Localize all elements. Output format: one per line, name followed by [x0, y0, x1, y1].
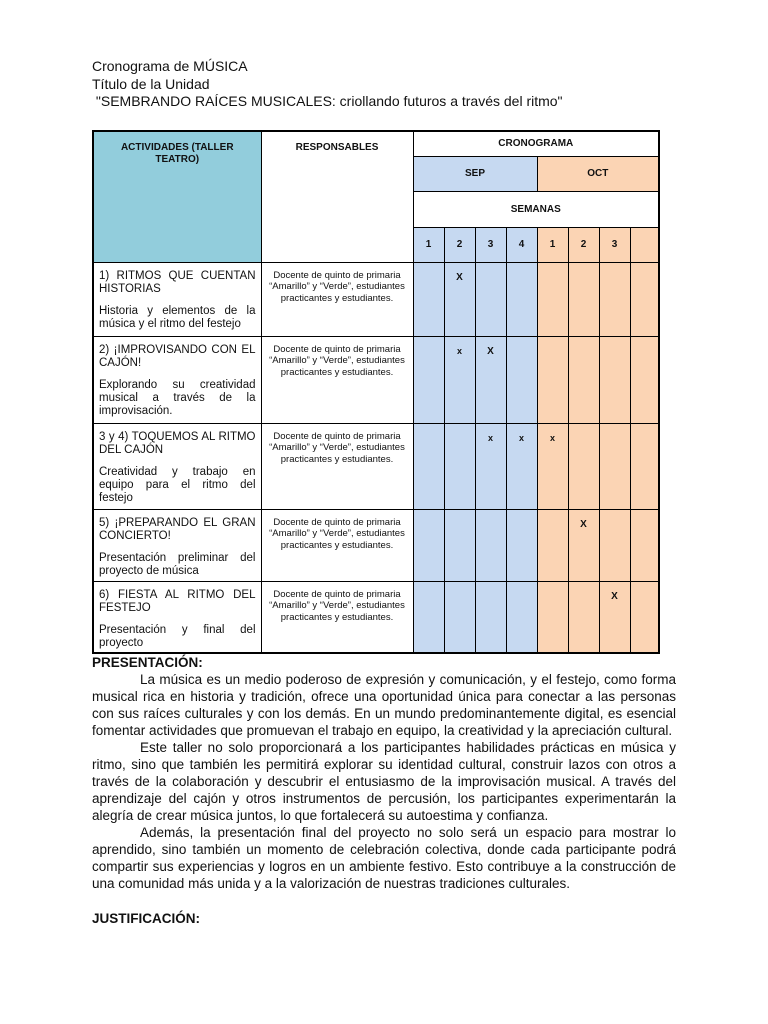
- week-mark: [444, 581, 475, 653]
- activity-cell: [93, 509, 261, 581]
- week-label: 2: [568, 227, 599, 262]
- activity-desc: Creatividad y trabajo en equipo para el ritmo del festejo: [99, 465, 256, 504]
- week-mark: [444, 509, 475, 581]
- activity-desc: Presentación y final del proyecto: [99, 623, 256, 649]
- responsables-cell: Docente de quinto de primaria “Amarillo” y “Verde”, estudiantes practicantes y estudiantes.: [261, 262, 413, 336]
- week-mark: [506, 581, 537, 653]
- week-mark: [444, 423, 475, 509]
- week-label: 1: [413, 227, 444, 262]
- document-body: [92, 654, 676, 927]
- week-mark: [537, 581, 568, 653]
- activity-desc: Explorando su creatividad musical a través de la improvisación.: [99, 378, 256, 417]
- paragraph: Este taller no solo proporcionará a los participantes habilidades prácticas en música y ritmo, sino que también les permitirá explorar su identidad cultural, construir lazos con otros a través de la colaboración y descubrir el entusiasmo de la improvisación musical. A través del aprendizaje del cajón y otros instrumentos de percusión, los participantes experimentarán la alegría de crear música juntos, lo que fortalecerá su autoestima y confianza.: [92, 740, 676, 823]
- activity-title: 5) ¡PREPARANDO EL GRAN CONCIERTO!: [99, 516, 256, 542]
- week-mark: [599, 423, 630, 509]
- table-row: [93, 509, 659, 581]
- week-mark: [506, 262, 537, 336]
- week-mark: x: [475, 423, 506, 509]
- week-mark: [568, 262, 599, 336]
- week-mark: [413, 423, 444, 509]
- week-mark: [568, 581, 599, 653]
- presentacion-heading: PRESENTACIÓN:: [92, 655, 203, 670]
- activity-cell: [93, 581, 261, 653]
- week-mark: x: [444, 336, 475, 423]
- week-label: 2: [444, 227, 475, 262]
- responsables-cell: Docente de quinto de primaria “Amarillo” y “Verde”, estudiantes practicantes y estudiantes.: [261, 423, 413, 509]
- justificacion-heading: JUSTIFICACIÓN:: [92, 911, 200, 926]
- week-mark: [413, 336, 444, 423]
- week-mark: x: [506, 423, 537, 509]
- paragraph: Además, la presentación final del proyecto no solo será un espacio para mostrar lo aprendido, sino también un momento de celebración colectiva, donde cada participante podrá compartir sus experiencias y logros en un ambiente festivo. Esto contribuye a la construcción de una comunidad más unida y a la valorización de nuestras tradiciones culturales.: [92, 825, 676, 891]
- doc-title: Cronograma de MÚSICA: [92, 58, 248, 74]
- unit-title: "SEMBRANDO RAÍCES MUSICALES: criollando futuros a través del ritmo": [92, 93, 563, 109]
- week-mark: [537, 336, 568, 423]
- week-label: 3: [599, 227, 630, 262]
- week-mark: [506, 336, 537, 423]
- week-mark: [537, 509, 568, 581]
- week-mark: [475, 509, 506, 581]
- activity-cell: [93, 262, 261, 336]
- week-mark: [413, 262, 444, 336]
- week-mark: [568, 336, 599, 423]
- week-label-empty: [630, 227, 659, 262]
- week-mark: [475, 581, 506, 653]
- header-activities: ACTIVIDADES (TALLER TEATRO): [93, 131, 261, 262]
- week-mark: [630, 262, 659, 336]
- activity-title: 3 y 4) TOQUEMOS AL RITMO DEL CAJÓN: [99, 430, 256, 456]
- table-row: [93, 262, 659, 336]
- activity-desc: Historia y elementos de la música y el ritmo del festejo: [99, 304, 256, 330]
- week-mark: [630, 423, 659, 509]
- header-semanas: SEMANAS: [413, 191, 659, 227]
- week-label: 3: [475, 227, 506, 262]
- table-row: [93, 336, 659, 423]
- week-mark: [599, 262, 630, 336]
- header-responsables: RESPONSABLES: [261, 131, 413, 262]
- week-mark: X: [599, 581, 630, 653]
- paragraph: La música es un medio poderoso de expresión y comunicación, y el festejo, como forma musical rica en historia y tradición, ofrece una oportunidad única para conectar a las personas con sus raíces culturales y con los demás. En un mundo predominantemente digital, es esencial fomentar actividades que promuevan el trabajo en equipo, la creatividad y la apreciación cultural.: [92, 672, 676, 738]
- week-mark: [630, 509, 659, 581]
- week-mark: [630, 581, 659, 653]
- activity-cell: [93, 423, 261, 509]
- activity-title: 6) FIESTA AL RITMO DEL FESTEJO: [99, 588, 256, 614]
- activity-desc: Presentación preliminar del proyecto de música: [99, 551, 256, 577]
- week-mark: [599, 336, 630, 423]
- week-mark: X: [444, 262, 475, 336]
- activity-cell: [93, 336, 261, 423]
- document-header: [92, 58, 563, 111]
- activity-title: 2) ¡IMPROVISANDO CON EL CAJÓN!: [99, 343, 256, 369]
- table-row: [93, 581, 659, 653]
- week-mark: [413, 509, 444, 581]
- week-label: 4: [506, 227, 537, 262]
- unit-label: Título de la Unidad: [92, 75, 210, 92]
- table-row: [93, 423, 659, 509]
- activity-title: 1) RITMOS QUE CUENTAN HISTORIAS: [99, 269, 256, 295]
- responsables-cell: Docente de quinto de primaria “Amarillo” y “Verde”, estudiantes practicantes y estudiantes.: [261, 509, 413, 581]
- week-mark: X: [568, 509, 599, 581]
- month-sep: SEP: [413, 156, 537, 191]
- header-cronograma: CRONOGRAMA: [413, 131, 659, 156]
- week-label: 1: [537, 227, 568, 262]
- responsables-cell: Docente de quinto de primaria “Amarillo” y “Verde”, estudiantes practicantes y estudiantes.: [261, 336, 413, 423]
- schedule-table: [92, 130, 660, 654]
- week-mark: [475, 262, 506, 336]
- week-mark: [506, 509, 537, 581]
- week-mark: [630, 336, 659, 423]
- month-oct: OCT: [537, 156, 659, 191]
- week-mark: x: [537, 423, 568, 509]
- week-mark: [568, 423, 599, 509]
- week-mark: [599, 509, 630, 581]
- responsables-cell: Docente de quinto de primaria “Amarillo” y “Verde”, estudiantes practicantes y estudiantes.: [261, 581, 413, 653]
- week-mark: X: [475, 336, 506, 423]
- week-mark: [537, 262, 568, 336]
- week-mark: [413, 581, 444, 653]
